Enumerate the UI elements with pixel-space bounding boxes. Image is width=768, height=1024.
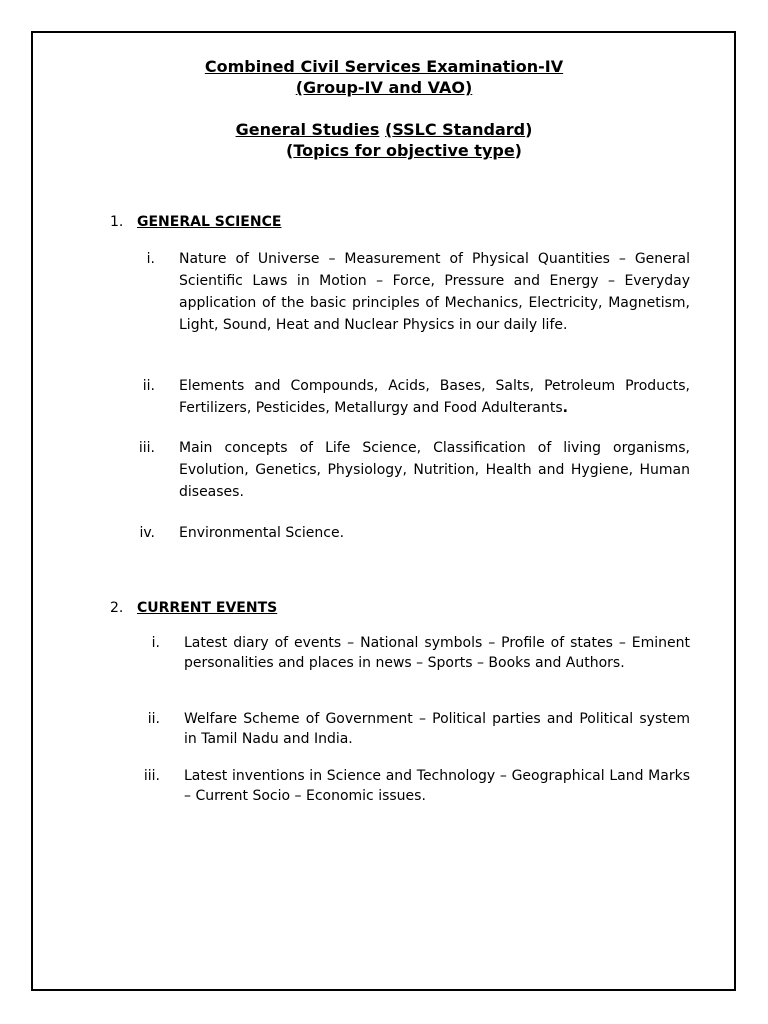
subtitle2-open-paren: (	[286, 141, 294, 160]
subtitle-sslc-standard: SSLC Standard	[392, 120, 526, 139]
subtitle-general-studies: General Studies	[235, 120, 380, 139]
item-numeral: iii.	[138, 440, 155, 456]
item-text: Latest diary of events – National symbols – Profile of states – Eminent personalities and places in news – Sports – Books and Authors.	[184, 635, 690, 671]
paper-subtitle	[0, 119, 768, 161]
item-numeral: iv.	[139, 525, 155, 541]
item-text: Latest inventions in Science and Technology – Geographical Land Marks – Current Socio – Economic issues.	[184, 768, 690, 804]
item-text: Welfare Scheme of Government – Political parties and Political system in Tamil Nadu and India.	[184, 711, 690, 747]
item-numeral: ii.	[147, 711, 160, 727]
section-number: 1.	[110, 214, 124, 230]
section-number: 2.	[110, 600, 124, 616]
page-border	[31, 31, 736, 991]
item-numeral: iii.	[143, 768, 160, 784]
section-title: GENERAL SCIENCE	[137, 214, 282, 230]
section-heading-general-science	[110, 213, 281, 231]
exam-title	[0, 56, 768, 98]
section-heading-current-events	[110, 599, 277, 617]
exam-title-line2: (Group-IV and VAO)	[295, 78, 473, 97]
item-numeral: i.	[151, 635, 160, 651]
item-text: Environmental Science.	[179, 525, 345, 541]
exam-title-line1: Combined Civil Services Examination-IV	[204, 57, 564, 76]
item-text-period: .	[562, 400, 568, 416]
subtitle2-topics: Topics for objective type	[293, 141, 515, 160]
subtitle2-close-paren: )	[514, 141, 522, 160]
item-numeral: i.	[146, 251, 155, 267]
item-text: Elements and Compounds, Acids, Bases, Salts, Petroleum Products, Fertilizers, Pesticides, Metallurgy and Food Adulterants	[179, 378, 690, 416]
item-text: Nature of Universe – Measurement of Physical Quantities – General Scientific Laws in Motion – Force, Pressure and Energy – Everyday application of the basic principles of Mechanics, Electricity, Magnetism, Light, Sound, Heat and Nuclear Physics in our daily life.	[179, 251, 690, 333]
subtitle-close-paren: )	[525, 120, 533, 139]
item-numeral: ii.	[142, 378, 155, 394]
item-text: Main concepts of Life Science, Classification of living organisms, Evolution, Genetics, Physiology, Nutrition, Health and Hygiene, Human diseases.	[179, 440, 690, 500]
section-title: CURRENT EVENTS	[137, 600, 278, 616]
subtitle-open-paren: (	[385, 120, 393, 139]
item-text-wrap	[179, 375, 690, 419]
